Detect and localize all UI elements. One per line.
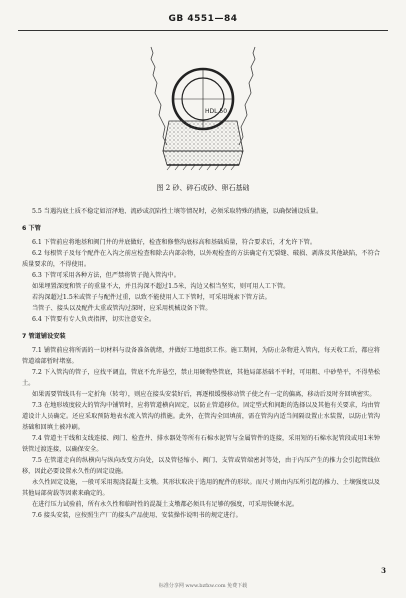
clause-7-5-b: 在进行压力试验前，所有永久性和临时性的混凝土支墩都必须具有足够的强度，可采用快硬水泥。: [32, 501, 299, 508]
clause-7-4: 7.4 管道主干线和支线连接、阀门、检查井、排水器处等所有石棉水泥管与金属管件的连接，采用短的石棉水泥管段或用1米钟铁管过渡连接，以确保安全。: [22, 435, 380, 453]
clause-7-3: 7.3 在地形坡度较大的管沟中铺管时，应将管道横向固定，以防止管道移位。固定型式和间距的选择以及其他有关要求，均由管道设计人员确定。还应采取预防地表水流入管沟的措施。此外，在管沟全回填前，需在管沟内适当间隔设置止水装置，以防止管沟基础和回填土被冲刷。: [22, 402, 380, 431]
figure-caption: 图 2 砂、碎石或砂、卵石基础: [156, 184, 250, 192]
clause-5-5: 5.5 当遇沟底土质不稳定如沼泽地、流砂或沉陷性土壤等情况时，必须采取特殊的措施，以确保铺设质量。: [32, 208, 323, 215]
bedding-layer: [163, 121, 243, 151]
clause-7-1: 7.1 铺管前应将所需的一切材料与设备准备就绪，并做好工地组织工作。施工期间，为防止杂物进入管内，每天收工后，都应将管道端部暂时堵塞。: [22, 347, 380, 365]
left-trench-wall: [151, 47, 167, 145]
document-body: [22, 206, 380, 521]
clause-7-5: 7.5 在管道走向的纵横向与纵向改变方向处，以及管径缩小、阀门、支管或管端密封等处，由于内压产生的推力会引起管线位移，因此必要设置永久性的固定设施。: [22, 457, 380, 475]
figure-sand-gravel-foundation: [145, 43, 261, 177]
clause-6-3-b: 若沟深超过1.5米或管子与配件过重，以致不能使用人工下管时，可采用绳索下管方法。: [32, 294, 271, 301]
clause-7-2-a: 如果需要管线具有一定折角（转弯），则应在接头安装好后，再逐根缓慢移动管子使之有一定的偏离，移动后及时夯回填密实。: [32, 391, 376, 398]
clause-6-3-c: 当管子、接头以及配件太重或管沟过深时，应采用机械设备下管。: [32, 305, 212, 312]
clause-6-4: 6.4 下管要有专人负责指挥，切实注意安全。: [32, 316, 156, 323]
standard-code-header: GB 4551—84: [168, 14, 238, 24]
header-rule: [18, 30, 388, 31]
right-trench-wall: [239, 47, 255, 145]
clause-7-6: 7.6 接头安装，应按照生产厂的接头产品使用、安装操作说明书的规定进行。: [32, 512, 242, 519]
section-heading-7: 7 管道铺设安装: [22, 333, 66, 340]
clause-7-5-a: 永久性固定设施，一般可采用现浇混凝土支墩。其形状取决于选用的配件的形状。而尺寸则由内压所引起的推力、土壤强度以及其他局部荷载等因素来确定的。: [22, 479, 380, 497]
footer-watermark: 标准分享网 www.bzfxw.com 免费下载: [158, 583, 248, 589]
clause-6-3-a: 如果埋置深度和管子的重量不大，并且沟深不超过1.5米，沟边又相当坚实，则可用人工下管。: [32, 283, 290, 290]
page-number: 3: [381, 566, 386, 575]
clause-6-2: 6.2 每根管子及每个配件在入沟之前应检查和除去内部杂物，以外观检查的方法确定有无裂缝、破损、剥落及其他缺陷，不符合质量要求的，不得使用。: [22, 250, 380, 268]
figure-marker: HDL 50: [205, 108, 228, 115]
clause-6-1: 6.1 下管前应将地基和阀门井的井底做好，检查和修整沟底标高和基础质量，符合要求后，才允许下管。: [32, 239, 317, 246]
section-heading-6: 6 下管: [22, 225, 41, 232]
clause-6-3: 6.3 下管可采用各种方法，但严禁将管子抛入管沟中。: [32, 272, 180, 279]
clause-7-2: 7.2 下入管沟的管子，应找平调直，管底不允许悬空，禁止用硬物垫管底，其他局部基础不平时，可用粗、中砂垫平，不得垫松土。: [22, 369, 380, 387]
